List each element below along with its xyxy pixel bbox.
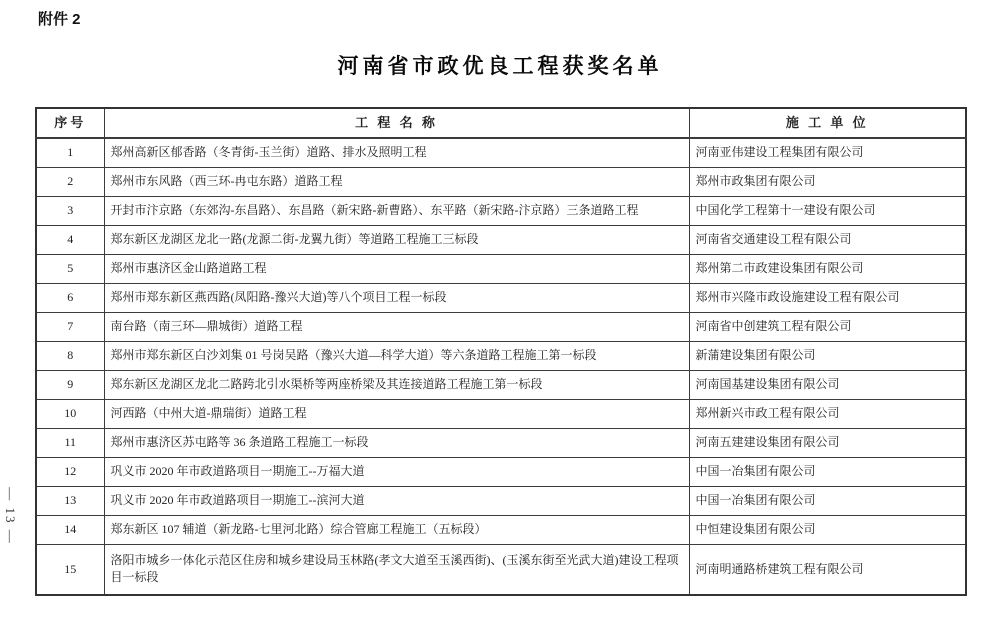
row-construction-unit: 中恒建设集团有限公司 bbox=[689, 515, 966, 544]
row-construction-unit: 河南五建建设集团有限公司 bbox=[689, 428, 966, 457]
table-row bbox=[36, 196, 966, 225]
table-row bbox=[36, 138, 966, 167]
row-serial-number: 2 bbox=[36, 167, 104, 196]
row-project-name: 洛阳市城乡一体化示范区住房和城乡建设局玉林路(孝文大道至玉溪西街)、(玉溪东街至光武大道)建设工程项目一标段 bbox=[104, 544, 689, 595]
row-construction-unit: 中国一冶集团有限公司 bbox=[689, 457, 966, 486]
table-row bbox=[36, 341, 966, 370]
row-project-name: 郑州市惠济区金山路道路工程 bbox=[104, 254, 689, 283]
row-project-name: 郑东新区龙湖区龙北一路(龙源二街-龙翼九街）等道路工程施工三标段 bbox=[104, 225, 689, 254]
table-row bbox=[36, 515, 966, 544]
row-construction-unit: 河南亚伟建设工程集团有限公司 bbox=[689, 138, 966, 167]
table-body bbox=[36, 138, 966, 595]
row-serial-number: 11 bbox=[36, 428, 104, 457]
table-row bbox=[36, 457, 966, 486]
table-row bbox=[36, 486, 966, 515]
attachment-label: 附件 2 bbox=[38, 11, 81, 28]
row-serial-number: 1 bbox=[36, 138, 104, 167]
row-project-name: 郑东新区 107 辅道（新龙路-七里河北路）综合管廊工程施工（五标段） bbox=[104, 515, 689, 544]
row-serial-number: 4 bbox=[36, 225, 104, 254]
row-construction-unit: 郑州市政集团有限公司 bbox=[689, 167, 966, 196]
header-row bbox=[36, 108, 966, 138]
header-construction-unit: 施 工 单 位 bbox=[689, 108, 966, 138]
table-row bbox=[36, 254, 966, 283]
row-construction-unit: 中国化学工程第十一建设有限公司 bbox=[689, 196, 966, 225]
row-serial-number: 8 bbox=[36, 341, 104, 370]
table-row bbox=[36, 312, 966, 341]
table-row bbox=[36, 225, 966, 254]
page-title: 河南省市政优良工程获奖名单 bbox=[337, 55, 663, 78]
row-project-name: 郑州市东风路（西三环-冉屯东路）道路工程 bbox=[104, 167, 689, 196]
row-serial-number: 6 bbox=[36, 283, 104, 312]
row-project-name: 开封市汴京路（东郊沟-东昌路）、东昌路（新宋路-新曹路）、东平路（新宋路-汴京路）三条道路工程 bbox=[104, 196, 689, 225]
row-construction-unit: 郑州新兴市政工程有限公司 bbox=[689, 399, 966, 428]
page-number: — 13 — bbox=[3, 487, 18, 545]
row-serial-number: 13 bbox=[36, 486, 104, 515]
row-construction-unit: 郑州市兴隆市政设施建设工程有限公司 bbox=[689, 283, 966, 312]
table-row bbox=[36, 283, 966, 312]
row-construction-unit: 河南省交通建设工程有限公司 bbox=[689, 225, 966, 254]
row-serial-number: 15 bbox=[36, 544, 104, 595]
row-project-name: 郑州市郑东新区燕西路(凤阳路-豫兴大道)等八个项目工程一标段 bbox=[104, 283, 689, 312]
table-row bbox=[36, 370, 966, 399]
row-project-name: 巩义市 2020 年市政道路项目一期施工--万福大道 bbox=[104, 457, 689, 486]
row-serial-number: 5 bbox=[36, 254, 104, 283]
row-project-name: 郑州高新区郁香路（冬青街-玉兰街）道路、排水及照明工程 bbox=[104, 138, 689, 167]
table-row bbox=[36, 399, 966, 428]
row-project-name: 郑东新区龙湖区龙北二路跨北引水渠桥等两座桥梁及其连接道路工程施工第一标段 bbox=[104, 370, 689, 399]
row-serial-number: 10 bbox=[36, 399, 104, 428]
table-row bbox=[36, 167, 966, 196]
row-serial-number: 9 bbox=[36, 370, 104, 399]
row-serial-number: 12 bbox=[36, 457, 104, 486]
row-construction-unit: 新蒲建设集团有限公司 bbox=[689, 341, 966, 370]
row-construction-unit: 中国一冶集团有限公司 bbox=[689, 486, 966, 515]
row-construction-unit: 河南省中创建筑工程有限公司 bbox=[689, 312, 966, 341]
row-project-name: 郑州市惠济区苏屯路等 36 条道路工程施工一标段 bbox=[104, 428, 689, 457]
header-project-name: 工 程 名 称 bbox=[104, 108, 689, 138]
table-row bbox=[36, 544, 966, 595]
table-header bbox=[36, 108, 966, 138]
row-construction-unit: 郑州第二市政建设集团有限公司 bbox=[689, 254, 966, 283]
row-construction-unit: 河南国基建设集团有限公司 bbox=[689, 370, 966, 399]
row-project-name: 河西路（中州大道-鼎瑞街）道路工程 bbox=[104, 399, 689, 428]
row-project-name: 巩义市 2020 年市政道路项目一期施工--滨河大道 bbox=[104, 486, 689, 515]
table-row bbox=[36, 428, 966, 457]
row-serial-number: 14 bbox=[36, 515, 104, 544]
row-construction-unit: 河南明通路桥建筑工程有限公司 bbox=[689, 544, 966, 595]
row-project-name: 郑州市郑东新区白沙刘集 01 号岗吴路（豫兴大道—科学大道）等六条道路工程施工第一标段 bbox=[104, 341, 689, 370]
row-serial-number: 3 bbox=[36, 196, 104, 225]
award-table bbox=[35, 107, 967, 596]
header-serial-number: 序号 bbox=[36, 108, 104, 138]
row-serial-number: 7 bbox=[36, 312, 104, 341]
row-project-name: 南台路（南三环—鼎城街）道路工程 bbox=[104, 312, 689, 341]
